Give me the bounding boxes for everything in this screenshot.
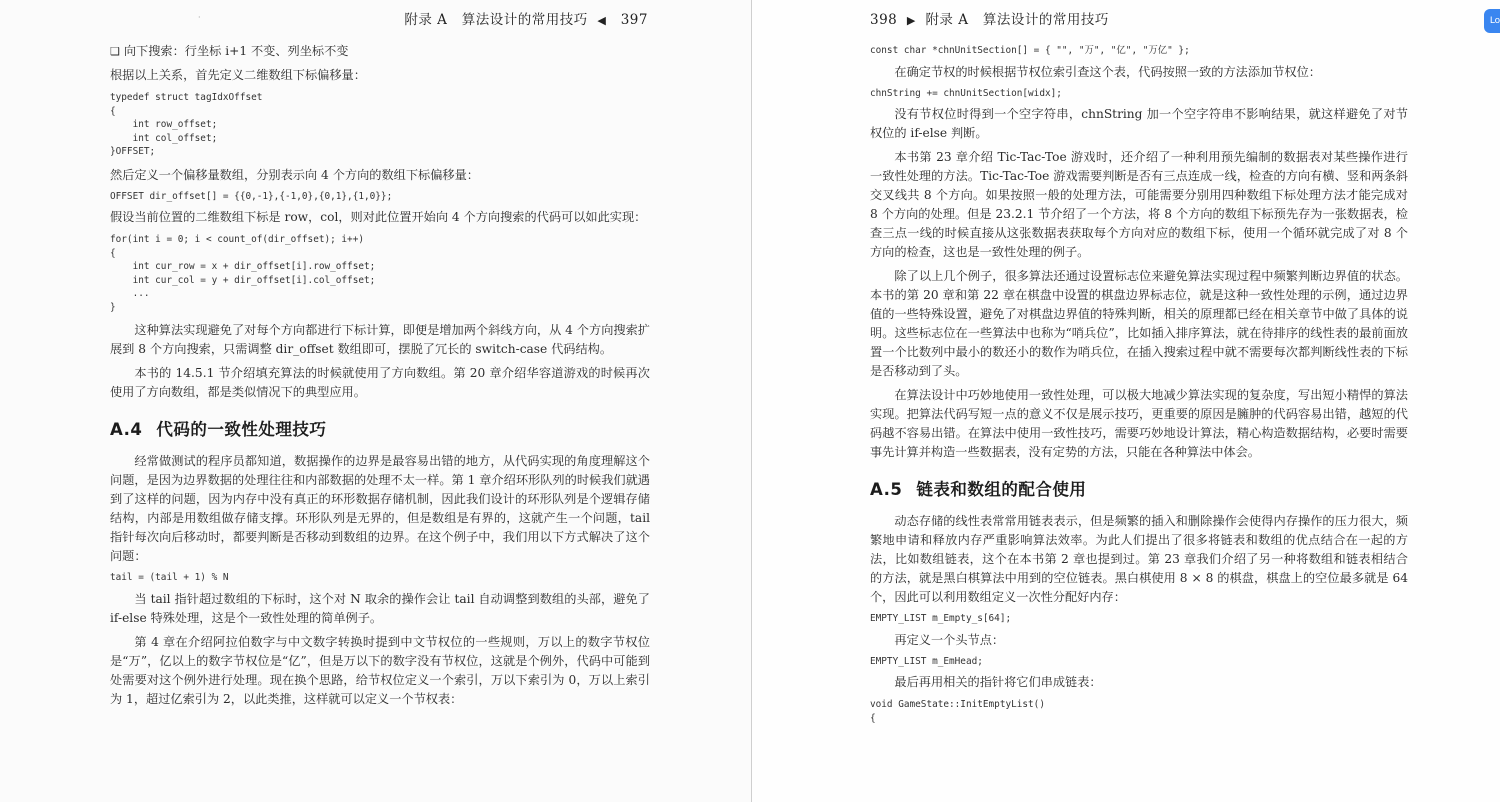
code-block: EMPTY_LIST m_EmHead;	[870, 655, 983, 667]
paragraph: 在确定节权的时候根据节权位索引查这个表，代码按照一致的方法添加节权位：	[894, 64, 1321, 79]
left-running-head	[404, 8, 648, 28]
page-number: 398	[870, 12, 898, 28]
paragraph: 经常做测试的程序员都知道，数据操作的边界是最容易出错的地方，从代码实现的角度理解这个问题，是因为边界数据的处理往往和内部数据的处理不太一样。第 1 章介绍环形队列的时候我们就遇到了这样的问题，因为内存中没有真正的环形数据存储机制，因此我们设计的环形队列是个逻辑存储结构，内部是用数组做存储支撑。环形队列是无界的，但是数组是有界的，这就产生一个问题，tail 指针每次向后移动时，都要判断是否移动到数组的边界。在这个例子中，我们用以下方式解决了这个问题：	[110, 454, 650, 563]
code-block: const char *chnUnitSection[] = { "", "万", "亿", "万亿" };	[870, 45, 1190, 56]
code-block: tail = (tail + 1) % N	[110, 572, 229, 583]
code-block: void GameState::InitEmptyList() {	[870, 699, 1045, 724]
section-title: 代码的一致性处理技巧	[156, 420, 327, 439]
section-heading	[870, 476, 1408, 500]
code-block: OFFSET dir_offset[] = {{0,-1},{-1,0},{0,1},{1,0}};	[110, 190, 393, 202]
right-page-body	[752, 40, 1500, 732]
paragraph: 本书第 23 章介绍 Tic-Tac-Toe 游戏时，还介绍了一种利用预先编制的数据表对某些操作进行一致性处理的方法。Tic-Tac-Toe 游戏需要判断是否有三点连成一线，检查的方向有横、竖和两条斜交叉线共 8 个方向。如果按照一般的处理方法，可能需要分别用四种数组下标处理方法才能完成对 8 个方向的处理。但是 23.2.1 节介绍了一个方法，将 8 个方向的数组下标预先存为一张数据表，检查三点一线的时候直接从这张数据表获取每个方向对应的数组下标，使用一个循环就完成了对 8 个方向的检查，这也是一致性处理的例子。	[870, 150, 1408, 259]
bullet-item	[110, 42, 650, 61]
code-block: EMPTY_LIST m_Empty_s[64];	[870, 613, 1012, 624]
page-speck: ·	[198, 13, 201, 22]
code-block: for(int i = 0; i < count_of(dir_offset); i++) { int cur_row = x + dir_offset[i].row_offset; int cur_col = y + dir_offset[i].col_offset; ... }	[110, 234, 376, 313]
appendix-label: 附录 A	[404, 12, 448, 28]
paragraph: 在算法设计中巧妙地使用一致性处理，可以极大地减少算法实现的复杂度，写出短小精悍的算法实现。把算法代码写短一点的意义不仅是展示技巧，更重要的原因是臃肿的代码容易出错，越短的代码越不容易出错。在算法中使用一致性技巧，需要巧妙地设计算法，精心构造数据结构，必要时需要事先计算并构造一些数据表，没有定势的方法，只能在各种算法中体会。	[870, 388, 1408, 459]
page-number: 397	[620, 12, 648, 28]
left-page-body	[0, 42, 752, 714]
running-title: 算法设计的常用技巧	[461, 12, 588, 28]
paragraph: 除了以上几个例子，很多算法还通过设置标志位来避免算法实现过程中频繁判断边界值的状态。本书的第 20 章和第 22 章在棋盘中设置的棋盘边界标志位，就是这种一致性处理的示例，通过边界值的一些特殊设置，避免了对棋盘边界值的特殊判断，相关的原理都已经在相关章节中做了具体的说明。这些标志位在一些算法中也称为“哨兵位”，比如插入排序算法，就在待排序的线性表的最前面放置一个比数列中最小的数还小的数作为哨兵位，在插入搜索过程中就不需要每次都判断线性表的下标是否移动到了头。	[870, 269, 1408, 378]
right-arrow-icon: ▶	[906, 14, 916, 27]
left-arrow-icon: ◀	[597, 14, 607, 27]
running-title: 算法设计的常用技巧	[982, 12, 1109, 28]
paragraph: 动态存储的线性表常常用链表表示，但是频繁的插入和删除操作会使得内存操作的压力很大，频繁地申请和释放内存严重影响算法效率。为此人们提出了很多将链表和数组的优点结合在一起的方法，比如数组链表，这个在本书第 2 章也提到过。第 23 章我们介绍了另一种将数组和链表相结合的方法，就是黑白棋算法中用到的空位链表。黑白棋使用 8 × 8 的棋盘，棋盘上的空位最多就是 64 个，因此可以利用数组定义一次性分配好内存：	[870, 514, 1408, 604]
paragraph: 没有节权位时得到一个空字符串，chnString 加一个空字符串不影响结果，就这样避免了对节权位的 if-else 判断。	[870, 107, 1408, 140]
paragraph: 第 4 章在介绍阿拉伯数字与中文数字转换时提到中文节权位的一些规则，万以上的数字节权位是“万”，亿以上的数字节权位是“亿”，但是万以下的数字没有节权位，这就是个例外，代码中可能到处需要对这个例外进行处理。现在换个思路，给节权位定义一个索引，万以下索引为 0，万以上索引为 1，超过亿索引为 2，以此类推，这样就可以定义一个节权表：	[110, 634, 650, 706]
code-block: typedef struct tagIdxOffset { int row_offset; int col_offset; }OFFSET;	[110, 92, 263, 157]
square-bullet-icon: ❑	[110, 45, 120, 58]
appendix-label: 附录 A	[925, 12, 969, 28]
app-launcher-icon[interactable]: Lo	[1484, 9, 1500, 33]
section-number: A.5	[870, 480, 903, 499]
section-number: A.4	[110, 420, 143, 439]
paragraph: 最后再用相关的指针将它们串成链表：	[894, 675, 1102, 689]
code-block: chnString += chnUnitSection[widx];	[870, 87, 1062, 99]
paragraph: 当 tail 指针超过数组的下标时，这个对 N 取余的操作会让 tail 自动调整到数组的头部，避免了 if-else 特殊处理，这是个一致性处理的简单例子。	[110, 591, 650, 625]
paragraph: 本书的 14.5.1 节介绍填充算法的时候就使用了方向数组。第 20 章介绍华容道游戏的时候再次使用了方向数组，都是类似情况下的典型应用。	[110, 366, 650, 399]
bullet-text: 向下搜索：行坐标 i+1 不变、列坐标不变	[123, 44, 349, 58]
paragraph: 再定义一个头节点：	[894, 632, 1005, 647]
paragraph: 这种算法实现避免了对每个方向都进行下标计算，即便是增加两个斜线方向，从 4 个方向搜索扩展到 8 个方向搜索，只需调整 dir_offset 数组即可，摆脱了冗长的 switch-case 代码结构。	[110, 323, 650, 356]
paragraph: 然后定义一个偏移量数组，分别表示向 4 个方向的数组下标偏移量：	[110, 167, 479, 182]
paragraph: 根据以上关系，首先定义二维数组下标偏移量：	[110, 68, 366, 82]
section-heading	[110, 416, 650, 440]
right-running-head	[870, 8, 1109, 28]
section-title: 链表和数组的配合使用	[916, 480, 1087, 499]
paragraph: 假设当前位置的二维数组下标是 row，col，则对此位置开始向 4 个方向搜索的代码可以如此实现：	[110, 210, 647, 224]
right-page	[752, 0, 1500, 802]
